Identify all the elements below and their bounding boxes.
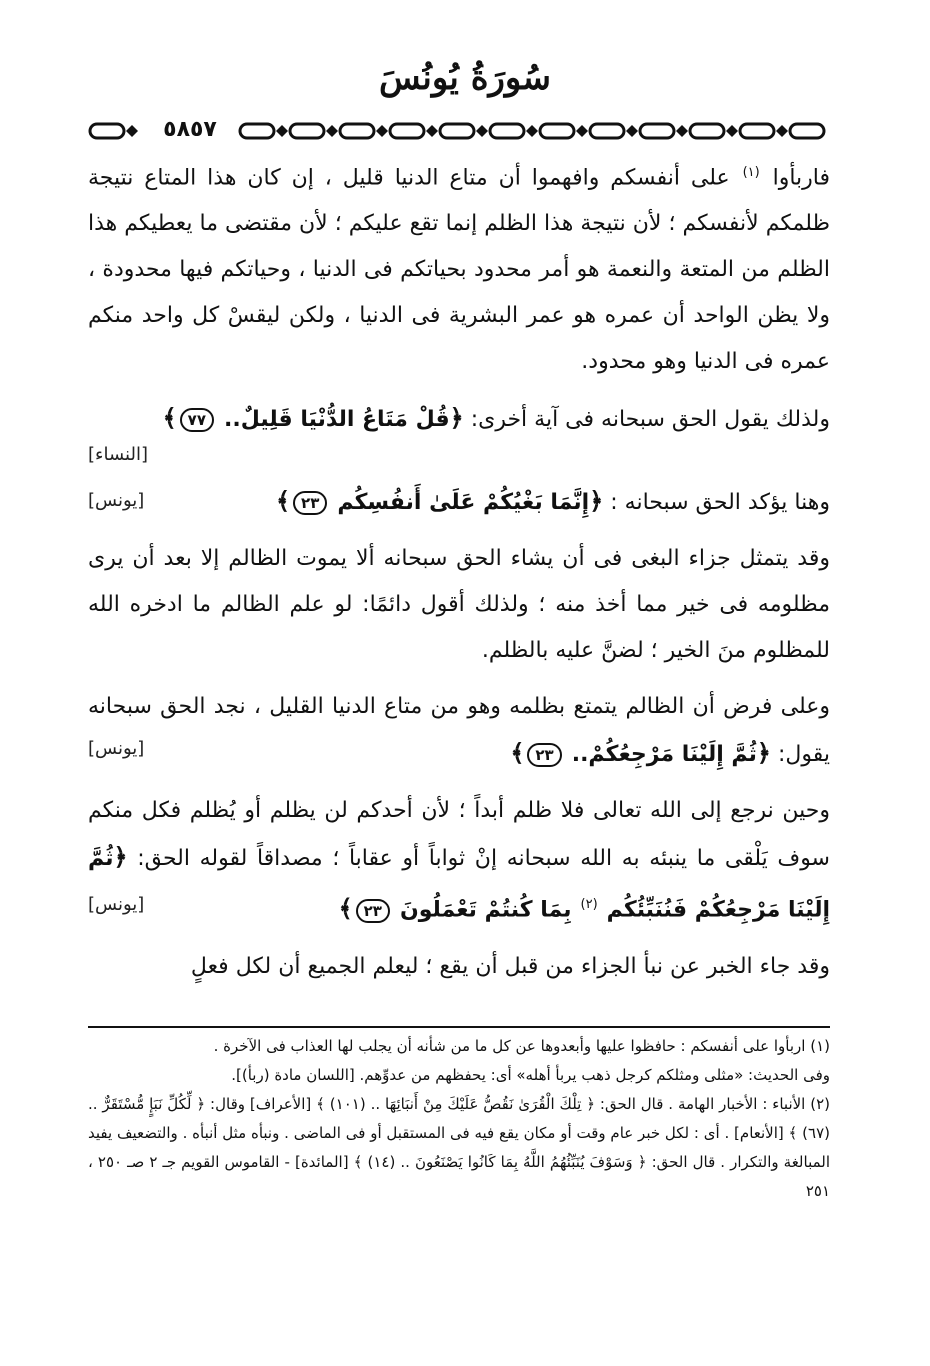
source-ref: [النساء] — [88, 444, 148, 466]
verse-nisa-77: قُلْ مَتَاعُ الدُّنْيَا قَلِيلٌ.. — [223, 407, 450, 433]
verse-close-bracket: ﴾ — [510, 739, 525, 768]
chain-link-shape — [240, 124, 274, 138]
chain-link-shape — [540, 124, 574, 138]
chain-link-shape — [790, 124, 824, 138]
surah-title: سُورَةُ يُونُسَ — [379, 58, 551, 98]
chain-diamond-shape — [276, 125, 288, 137]
p3-text: وهنا يؤكد الحق سبحانه : — [610, 490, 830, 516]
p1-lead: فاربأوا — [772, 165, 831, 191]
chain-diamond-shape — [576, 125, 588, 137]
chain-diamond-shape — [426, 125, 438, 137]
chain-link-shape — [290, 124, 324, 138]
paragraph-1 — [88, 150, 830, 385]
p2-text: ولذلك يقول الحق سبحانه فى آية أخرى: — [470, 407, 830, 433]
paragraph-2 — [88, 395, 830, 443]
chain-link-shape — [490, 124, 524, 138]
chain-link-shape — [390, 124, 424, 138]
chain-diamond-shape — [376, 125, 388, 137]
footnote-marker-2: (٢) — [580, 897, 598, 913]
verse-open-bracket: ﴿ — [756, 739, 771, 768]
verse-open-bracket: ﴿ — [449, 404, 464, 433]
source-line-nisa — [88, 439, 830, 470]
ayah-number: ٧٧ — [180, 408, 214, 432]
verse-close-bracket: ﴾ — [162, 404, 177, 433]
chain-diamond-shape — [676, 125, 688, 137]
paragraph-3 — [88, 478, 830, 526]
verse-yunus-23b: ثُمَّ إِلَيْنَا مَرْجِعُكُمْ.. — [571, 742, 757, 768]
verse-close-bracket: ﴾ — [275, 487, 291, 516]
main-text — [88, 150, 830, 990]
ayah-number: ٢٣ — [356, 899, 390, 923]
footnote-2: (٢) الأنباء : الأخبار الهامة . قال الحق: ﴿ تِلْكَ الْقُرَىٰ نَقُصُّ عَلَيْكَ مِنْ أَنبَائِهَا .. (١٠١) ﴾ [الأعراف] وقال: ﴿ لِّكُلِّ نَبَإٍ مُّسْتَقَرٌّ .. (٦٧) ﴾ [الأنعام] . أى : لكل خبر عام وقت أو مكان يقع فيه فى المستقبل أو فى الماضى . ونبأه مثل أنبأه . والتضعيف يفيد المبالغة والتكرار . قال الحق: ﴿ وَسَوْفَ يُنَبِّئُهُمُ اللَّهُ بِمَا كَانُوا يَصْنَعُونَ .. (١٤) ﴾ [المائدة] - القاموس القويم جـ ٢ صـ ٢٥٠ ، ٢٥١ — [88, 1095, 831, 1200]
chain-diamond-shape — [626, 125, 638, 137]
footnote-divider — [88, 1026, 830, 1028]
p5-text: وعلى فرض أن الظالم يتمتع بظلمه وهو من متاع الدنيا القليل ، نجد الحق سبحانه يقول: — [88, 694, 830, 768]
page-number: ٥٨٥٧ — [150, 115, 230, 145]
footnote-1: (١) اربأوا على أنفسكم : حافظوا عليها وأبعدوها عن كل ما من شأنه أن يجلب لها العذاب فى الآخرة . — [213, 1037, 830, 1055]
footnotes — [88, 1032, 830, 1206]
verse-close-bracket: ﴾ — [338, 894, 353, 923]
chain-diamond-shape — [776, 125, 788, 137]
p4-text: وقد يتمثل جزاء البغى فى أن يشاء الحق سبحانه ألا يموت الظالم إلا بعد أن يرى مظلومه فى خير مما أخذ منه ؛ ولذلك أقول دائمًا: لو علم الظالم ما ادخره الله للمظلوم منَ الخير ؛ لضنَّ عليه بالظلم. — [88, 546, 830, 664]
paragraph-5 — [88, 684, 830, 778]
chain-link-shape — [590, 124, 624, 138]
chain-diamond-shape — [326, 125, 338, 137]
footnote-1-continued: وفى الحديث: «مثلى ومثلكم كرجل ذهب يربأ أهله» أى: يحفظهم من عدوِّهم. [اللسان مادة (ربأ)]. — [231, 1066, 830, 1084]
paragraph-6 — [88, 788, 830, 933]
chain-diamond-shape — [126, 125, 138, 137]
source-ref: [يونس] — [88, 490, 145, 512]
chain-link-shape — [690, 124, 724, 138]
verse-open-bracket: ﴿ — [589, 487, 604, 516]
ayah-number: ٢٣ — [527, 743, 561, 767]
chain-diamond-shape — [726, 125, 738, 137]
chain-diamond-shape — [476, 125, 488, 137]
chain-link-shape — [740, 124, 774, 138]
chain-link-shape — [640, 124, 674, 138]
footnote-marker-1: (١) — [742, 165, 760, 180]
chain-diamond-shape — [526, 125, 538, 137]
p6-text: وحين نرجع إلى الله تعالى فلا ظلم أبداً ؛ لأن أحدكم لن يظلم أو يُظلم فكل منكم سوف يَلْقى ما ينبئه به الله سبحانه إنْ ثواباً أو عقاباً ؛ مصداقاً لقوله الحق: — [88, 798, 830, 872]
chain-link-shape — [440, 124, 474, 138]
paragraph-4 — [88, 536, 830, 674]
paragraph-7 — [88, 944, 830, 990]
verse-yunus-23c-a: ثُمَّ إِلَيْنَا مَرْجِعُكُمْ فَنُنَبِّئُكُم — [88, 846, 830, 923]
source-ref: [يونس] — [88, 893, 145, 915]
source-ref: [يونس] — [88, 738, 145, 760]
chain-link-shape — [340, 124, 374, 138]
verse-yunus-23c-b: بِمَا كُنتُمْ تَعْمَلُونَ — [399, 897, 572, 923]
ayah-number: ٢٣ — [293, 491, 327, 515]
chain-link-shape — [90, 124, 124, 138]
p7-text: وقد جاء الخبر عن نبأ الجزاء من قبل أن يقع ؛ ليعلم الجميع أن لكل فعلٍ — [190, 953, 830, 979]
verse-yunus-23a: إِنَّمَا بَغْيُكُمْ عَلَىٰ أَنفُسِكُم — [337, 490, 590, 516]
verse-open-bracket: ﴿ — [113, 843, 128, 872]
p1-text: على أنفسكم وافهموا أن متاع الدنيا قليل ، إن كان هذا المتاع نتيجة ظلمكم لأنفسكم ؛ لأن نتيجة هذا الظلم إنما تقع عليكم ؛ لأن مقتضى ما يعطيكم هذا الظلم من المتعة والنعمة هو أمر محدود بحياتكم فى الدنيا ، وحياتكم فيها محدودة ، ولا يظن الواحد أن عمره هو عمر البشرية فى الدنيا ، ولكن ليقسْ كل واحد منكم عمره فى الدنيا وهو محدود. — [88, 165, 830, 375]
